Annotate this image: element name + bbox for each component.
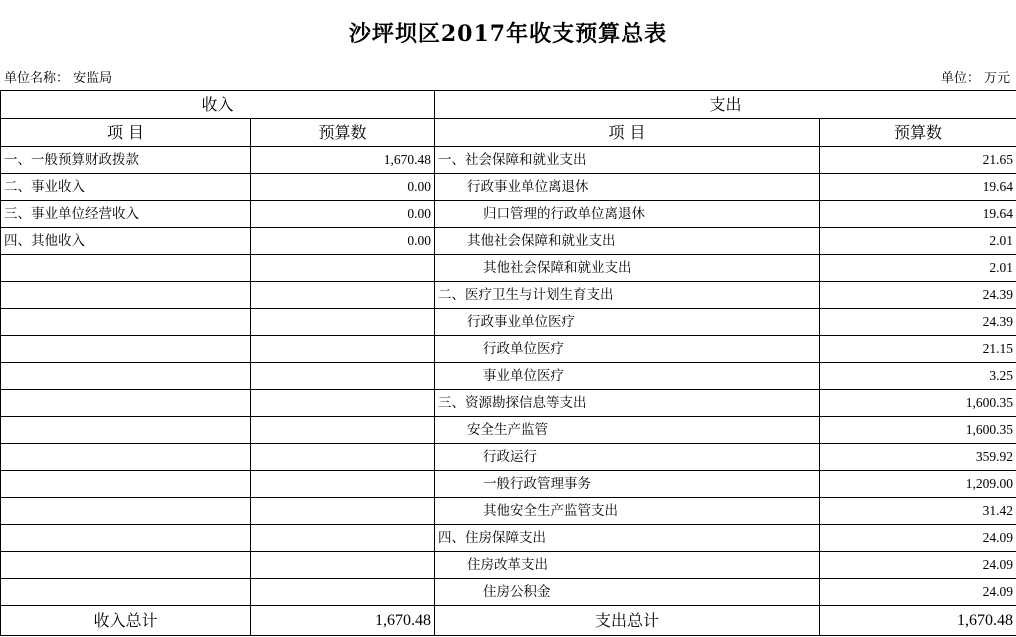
expense-item-cell: 行政运行 (435, 444, 820, 471)
expense-item-cell: 其他安全生产监管支出 (435, 498, 820, 525)
column-header-row (1, 119, 1016, 147)
budget-table (0, 90, 1016, 636)
expense-value-cell: 24.09 (820, 525, 1016, 552)
income-item-cell: 四、其他收入 (1, 228, 251, 255)
unit-label: 单位： 万元 (940, 71, 1010, 86)
income-value-cell: 0.00 (251, 174, 435, 201)
income-value-cell (251, 552, 435, 579)
table-row (1, 471, 1016, 498)
expense-item-cell: 事业单位医疗 (435, 363, 820, 390)
expense-value-cell: 2.01 (820, 255, 1016, 282)
expense-item-cell: 行政单位医疗 (435, 336, 820, 363)
income-value-cell (251, 336, 435, 363)
expense-value-cell: 359.92 (820, 444, 1016, 471)
expense-value-cell: 24.09 (820, 552, 1016, 579)
expense-value-cell: 19.64 (820, 201, 1016, 228)
expense-budget-header: 预算数 (820, 119, 1016, 147)
income-total-value: 1,670.48 (251, 606, 435, 636)
income-item-cell (1, 498, 251, 525)
table-row (1, 147, 1016, 174)
page-title: 沙坪坝区2017年收支预算总表 (348, 21, 668, 47)
income-item-cell: 二、事业收入 (1, 174, 251, 201)
totals-row (1, 606, 1016, 636)
income-item-cell (1, 444, 251, 471)
expense-value-cell: 2.01 (820, 228, 1016, 255)
table-row (1, 255, 1016, 282)
table-row (1, 363, 1016, 390)
table-row (1, 498, 1016, 525)
income-value-cell (251, 525, 435, 552)
income-item-cell (1, 525, 251, 552)
income-item-cell: 一、一般预算财政拨款 (1, 147, 251, 174)
income-total-label: 收入总计 (1, 606, 251, 636)
income-item-cell (1, 255, 251, 282)
income-value-cell: 0.00 (251, 201, 435, 228)
expense-value-cell: 3.25 (820, 363, 1016, 390)
income-item-cell (1, 390, 251, 417)
expense-value-cell: 1,600.35 (820, 390, 1016, 417)
income-item-cell (1, 363, 251, 390)
income-item-cell (1, 471, 251, 498)
income-section-header: 收入 (1, 91, 435, 119)
expense-value-cell: 24.39 (820, 309, 1016, 336)
table-row (1, 579, 1016, 606)
income-item-cell (1, 309, 251, 336)
table-row (1, 282, 1016, 309)
income-value-cell (251, 309, 435, 336)
income-value-cell (251, 498, 435, 525)
income-item-cell (1, 579, 251, 606)
expense-item-cell: 归口管理的行政单位离退休 (435, 201, 820, 228)
table-row (1, 444, 1016, 471)
section-header-row (1, 91, 1016, 119)
expense-item-cell: 二、医疗卫生与计划生育支出 (435, 282, 820, 309)
income-value-cell (251, 363, 435, 390)
expense-section-header: 支出 (435, 91, 1016, 119)
expense-item-cell: 四、住房保障支出 (435, 525, 820, 552)
income-value-cell (251, 282, 435, 309)
table-row (1, 390, 1016, 417)
income-value-cell (251, 444, 435, 471)
expense-item-cell: 行政事业单位医疗 (435, 309, 820, 336)
income-item-cell (1, 552, 251, 579)
expense-item-cell: 其他社会保障和就业支出 (435, 228, 820, 255)
income-value-cell: 0.00 (251, 228, 435, 255)
income-item-cell (1, 282, 251, 309)
expense-item-cell: 行政事业单位离退休 (435, 174, 820, 201)
unit-name: 单位名称： 安监局 (4, 71, 113, 86)
income-value-cell (251, 390, 435, 417)
income-value-cell (251, 255, 435, 282)
expense-item-cell: 一、社会保障和就业支出 (435, 147, 820, 174)
income-budget-header: 预算数 (251, 119, 435, 147)
table-row (1, 552, 1016, 579)
expense-item-cell: 三、资源勘探信息等支出 (435, 390, 820, 417)
expense-value-cell: 1,209.00 (820, 471, 1016, 498)
expense-value-cell: 19.64 (820, 174, 1016, 201)
expense-value-cell: 21.15 (820, 336, 1016, 363)
income-item-cell (1, 336, 251, 363)
table-row (1, 417, 1016, 444)
income-item-cell: 三、事业单位经营收入 (1, 201, 251, 228)
income-value-cell (251, 579, 435, 606)
expense-total-value: 1,670.48 (820, 606, 1016, 636)
expense-item-cell: 一般行政管理事务 (435, 471, 820, 498)
expense-item-cell: 住房改革支出 (435, 552, 820, 579)
income-value-cell (251, 471, 435, 498)
table-row (1, 309, 1016, 336)
expense-item-cell: 住房公积金 (435, 579, 820, 606)
table-row (1, 174, 1016, 201)
table-row (1, 201, 1016, 228)
expense-item-cell: 其他社会保障和就业支出 (435, 255, 820, 282)
expense-item-header: 项 目 (435, 119, 820, 147)
table-row (1, 228, 1016, 255)
table-row (1, 336, 1016, 363)
expense-value-cell: 24.09 (820, 579, 1016, 606)
income-item-header: 项 目 (1, 119, 251, 147)
expense-value-cell: 1,600.35 (820, 417, 1016, 444)
expense-item-cell: 安全生产监管 (435, 417, 820, 444)
expense-value-cell: 24.39 (820, 282, 1016, 309)
expense-total-label: 支出总计 (435, 606, 820, 636)
expense-value-cell: 31.42 (820, 498, 1016, 525)
table-row (1, 525, 1016, 552)
income-value-cell: 1,670.48 (251, 147, 435, 174)
income-value-cell (251, 417, 435, 444)
income-item-cell (1, 417, 251, 444)
expense-value-cell: 21.65 (820, 147, 1016, 174)
